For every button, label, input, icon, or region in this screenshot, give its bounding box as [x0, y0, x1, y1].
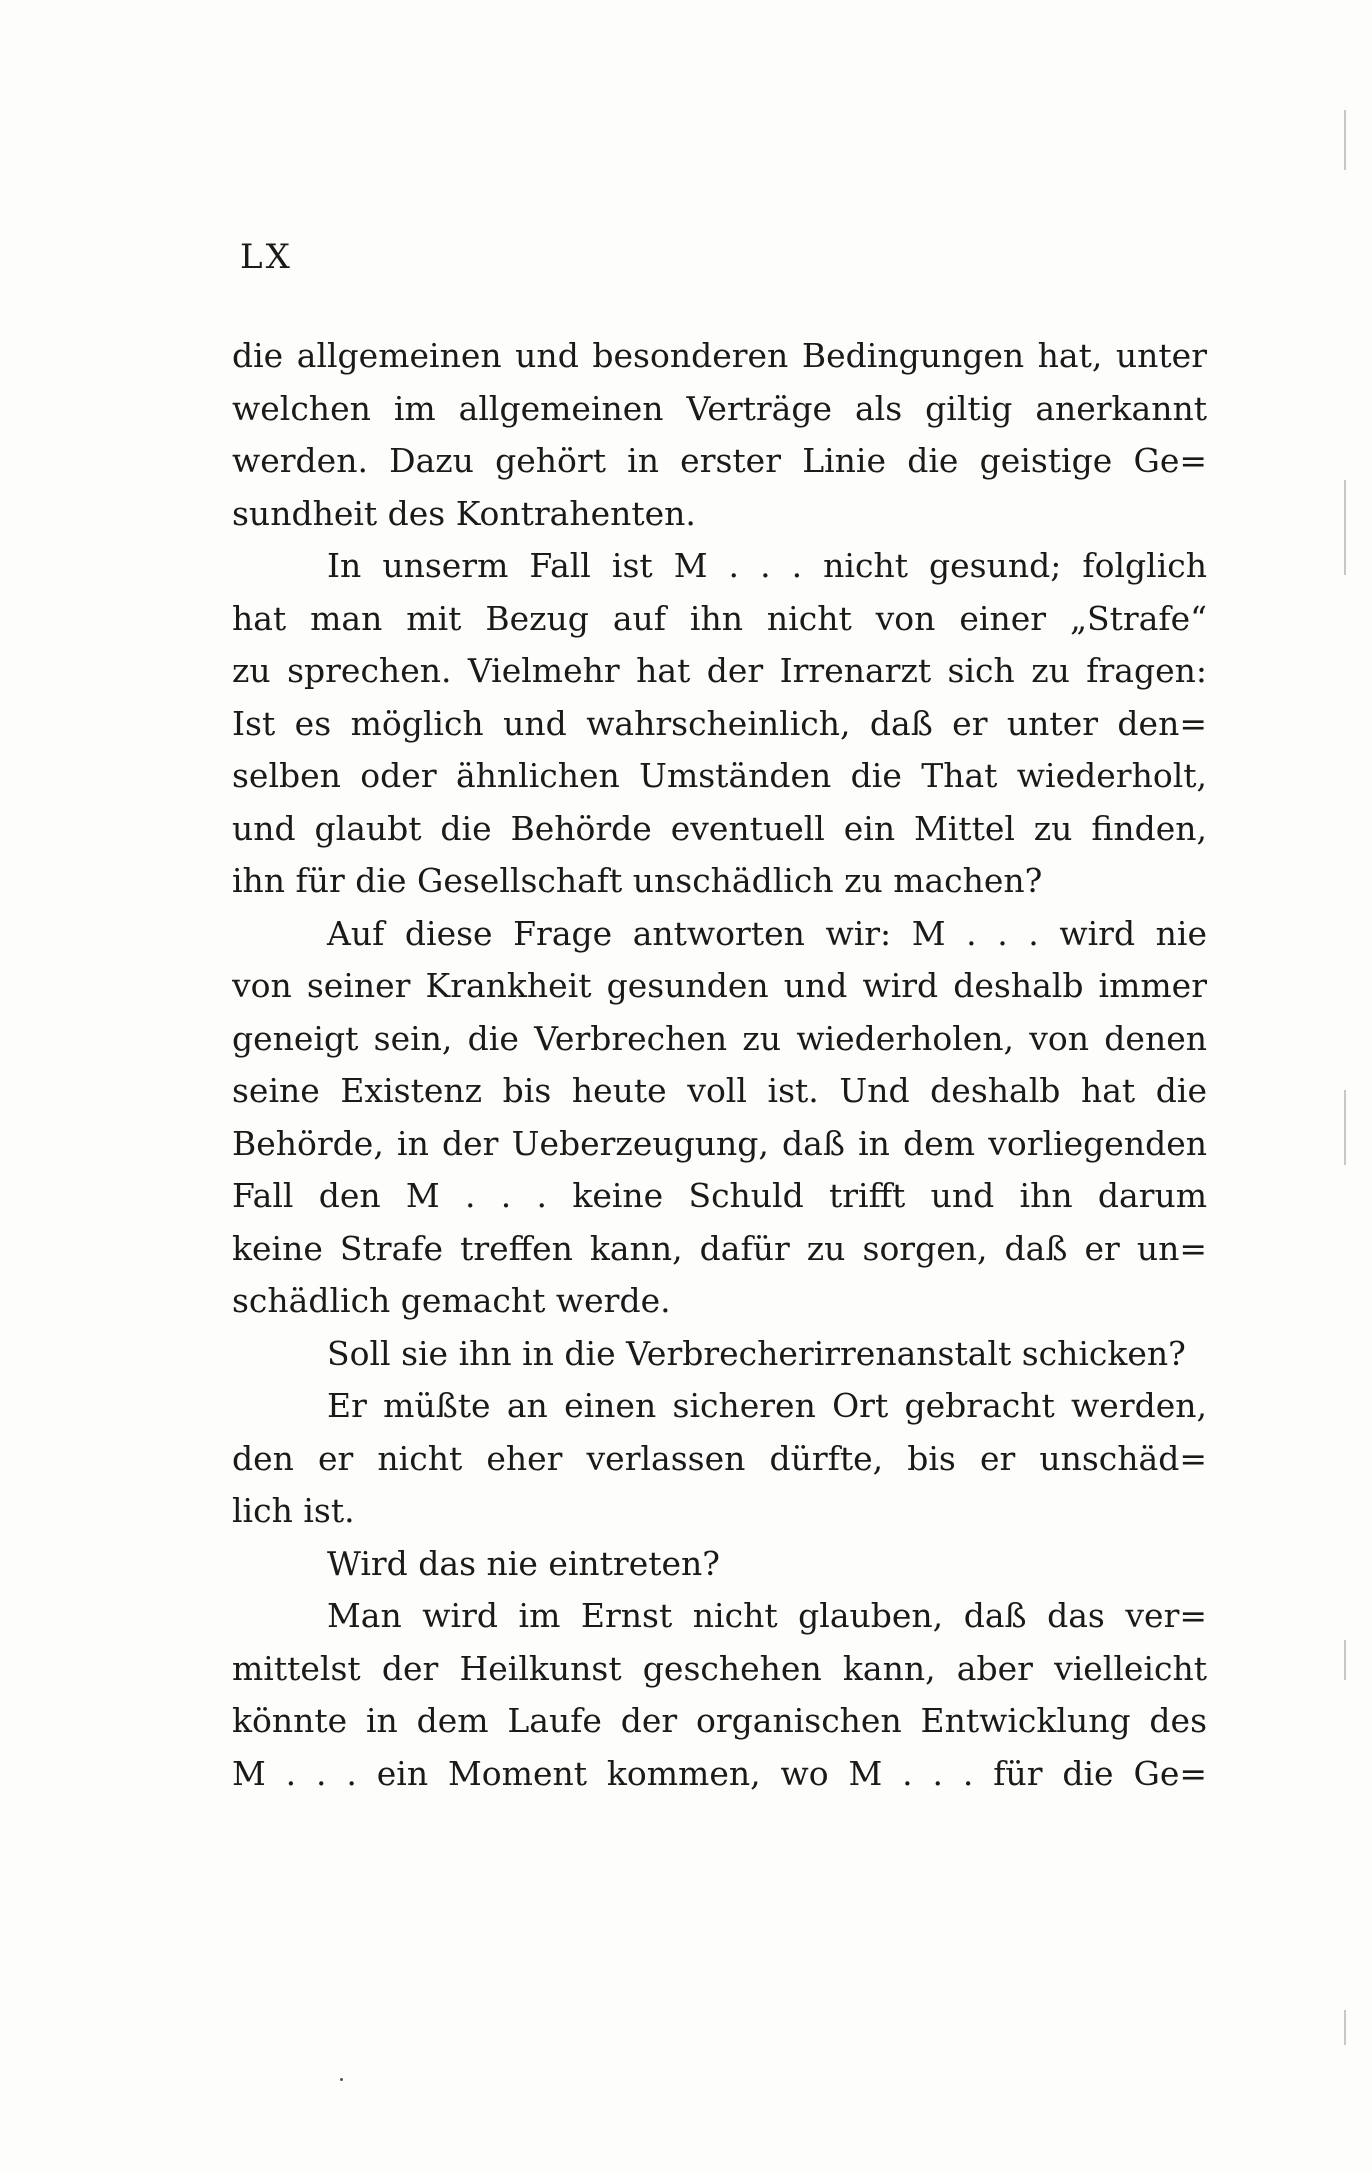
text-line: Behörde, in der Ueberzeugung, daß in dem vorliegenden [232, 1123, 1207, 1163]
text-line: Man wird im Ernst nicht glauben, daß das ver= [327, 1596, 1207, 1635]
text-line: seine Existenz bis heute voll ist. Und deshalb hat die [232, 1071, 1207, 1110]
scan-edge-mark-middle [1344, 1090, 1346, 1165]
text-line: In unserm Fall ist M . . . nicht gesund; folglich [327, 546, 1207, 585]
text-line: und glaubt die Behörde eventuell ein Mittel zu finden, [232, 808, 1207, 848]
page-number: LX [240, 237, 293, 277]
text-line: welchen im allgemeinen Verträge als giltig anerkannt [232, 388, 1207, 428]
text-line: könnte in dem Laufe der organischen Entwicklung des [232, 1701, 1207, 1740]
text-line: den er nicht eher verlassen dürfte, bis er unschäd= [232, 1438, 1207, 1478]
scan-edge-mark-upper [1344, 480, 1346, 575]
text-line: geneigt sein, die Verbrechen zu wiederholen, von denen [232, 1018, 1207, 1058]
paragraph [232, 1380, 1207, 1538]
text-line: die allgemeinen und besonderen Bedingungen hat, unter [232, 336, 1207, 375]
text-line: sundheit des Kontrahenten. [232, 493, 696, 533]
text-line: Er müßte an einen sicheren Ort gebracht werden, [327, 1386, 1207, 1425]
text-line: hat man mit Bezug auf ihn nicht von einer „Strafe“ [232, 598, 1207, 638]
scan-edge-mark-top [1344, 110, 1346, 170]
text-line: zu sprechen. Vielmehr hat der Irrenarzt sich zu fragen: [232, 651, 1207, 690]
text-line: selben oder ähnlichen Umständen die That wiederholt, [232, 756, 1207, 795]
scan-edge-mark-bottom [1344, 2010, 1346, 2045]
text-line: Soll sie ihn in die Verbrecherirrenanstalt schicken? [327, 1333, 1186, 1373]
scan-speck [340, 2078, 343, 2081]
paragraph [232, 908, 1207, 1328]
text-line: lich ist. [232, 1491, 355, 1530]
paragraph [232, 330, 1207, 540]
paragraph [232, 1590, 1207, 1800]
paragraph [232, 1538, 1207, 1591]
body-text [232, 330, 1207, 1800]
paragraph [232, 540, 1207, 908]
text-line: mittelst der Heilkunst geschehen kann, aber vielleicht [232, 1648, 1207, 1688]
text-line: werden. Dazu gehört in erster Linie die geistige Ge= [232, 441, 1207, 480]
text-line: schädlich gemacht werde. [232, 1281, 671, 1320]
text-line: Auf diese Frage antworten wir: M . . . wird nie [327, 913, 1207, 953]
text-line: Fall den M . . . keine Schuld trifft und ihn darum [232, 1176, 1207, 1215]
text-line: von seiner Krankheit gesunden und wird deshalb immer [232, 966, 1207, 1005]
scan-edge-mark-lower [1344, 1640, 1346, 1680]
paragraph [232, 1328, 1207, 1381]
text-line: ihn für die Gesellschaft unschädlich zu machen? [232, 861, 1043, 900]
text-line: keine Strafe treffen kann, dafür zu sorgen, daß er un= [232, 1228, 1207, 1268]
text-line: Wird das nie eintreten? [327, 1543, 720, 1583]
text-line: M . . . ein Moment kommen, wo M . . . für die Ge= [232, 1753, 1207, 1793]
text-line: Ist es möglich und wahrscheinlich, daß er unter den= [232, 703, 1207, 743]
